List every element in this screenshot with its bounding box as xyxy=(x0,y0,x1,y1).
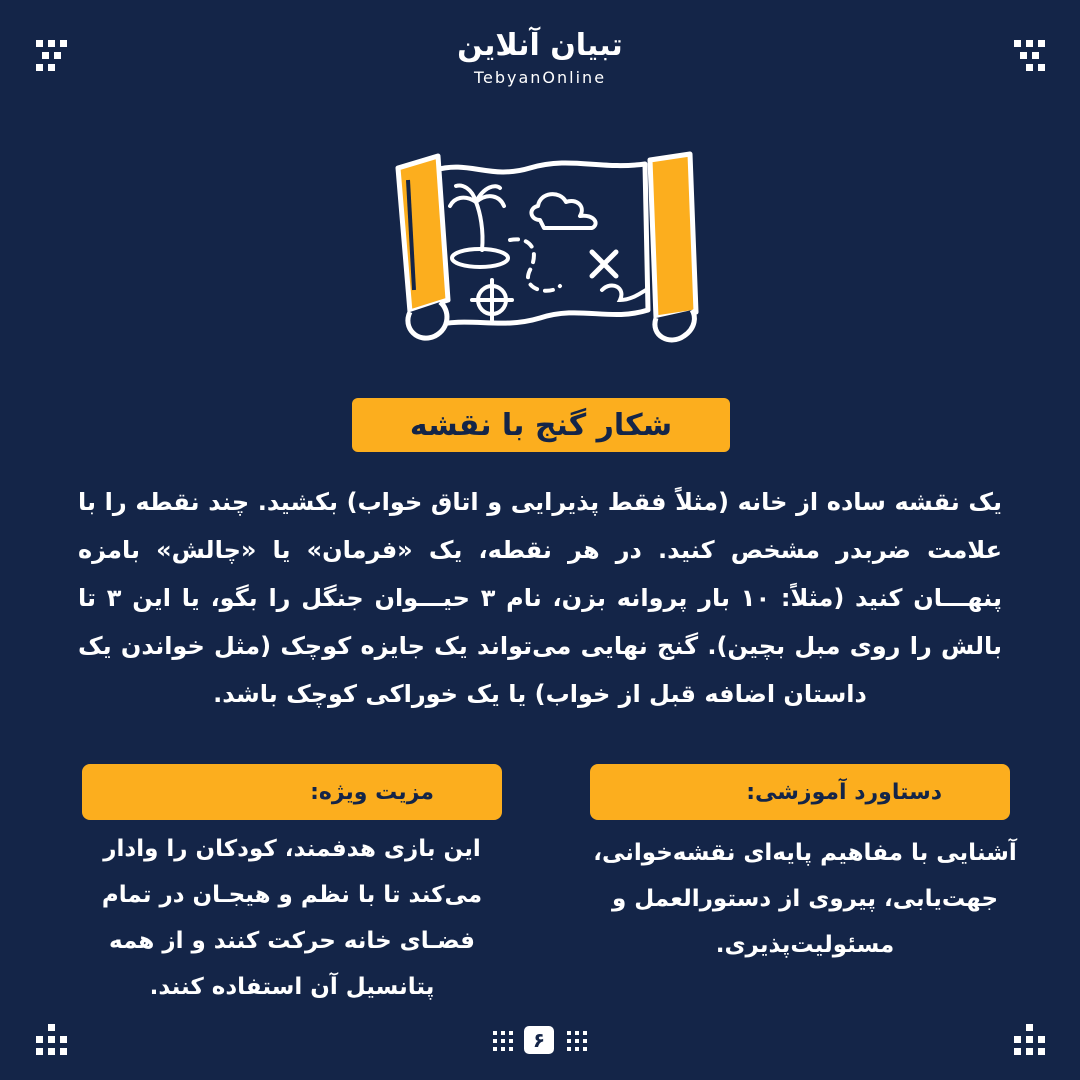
special-advantage-title: مزیت ویژه: xyxy=(310,779,434,805)
page-number: ۶ xyxy=(532,1028,546,1052)
page-dots-left xyxy=(492,1030,514,1052)
treasure-map-icon xyxy=(380,140,710,360)
title-badge xyxy=(352,398,730,452)
corner-dots-bottom-right xyxy=(1010,1020,1050,1060)
logo-persian: تبیان آنلاین xyxy=(457,28,623,63)
logo-latin: TebyanOnline xyxy=(473,68,607,87)
page-number-badge xyxy=(524,1026,554,1054)
educational-outcome-header xyxy=(590,764,1010,820)
main-paragraph: یک نقشه ساده از خانه (مثلاً فقط پذیرایی و اتاق خواب) بکشید. چند نقطه را با علامت ضربدر مشخص کنید. در هر نقطه، یک «فرمان» یا «چالش» بامزه پنهـــان کنید (مثلاً: ۱۰ بار پروانه بزن، نام ۳ حیـــوان جنگل را بگو، یا این ۳ تا بالش را روی مبل بچین). گنج نهایی می‌تواند یک جایزه کوچک (مثل خواندن یک داستان اضافه قبل از خواب) یا یک خوراکی کوچک باشد. xyxy=(78,488,1002,708)
educational-outcome-title: دستاورد آموزشی: xyxy=(746,779,942,805)
corner-dots-bottom-left xyxy=(32,1020,72,1060)
educational-outcome-text: آشنایی با مفاهیم پایه‌ای نقشه‌خوانی، جهت‌یابی، پیروی از دستورالعمل و مسئولیت‌پذیری. xyxy=(593,840,1017,958)
special-advantage-text: این بازی هدفمند، کودکان را وادار می‌کند تا با نظم و هیجـان در تمام فضـای خانه حرکت کنند و از همه پتانسیل آن استفاده کنند. xyxy=(101,836,483,1000)
page-title: شکار گنج با نقشه xyxy=(409,407,673,443)
page-dots-right xyxy=(566,1030,588,1052)
special-advantage-header xyxy=(82,764,502,820)
